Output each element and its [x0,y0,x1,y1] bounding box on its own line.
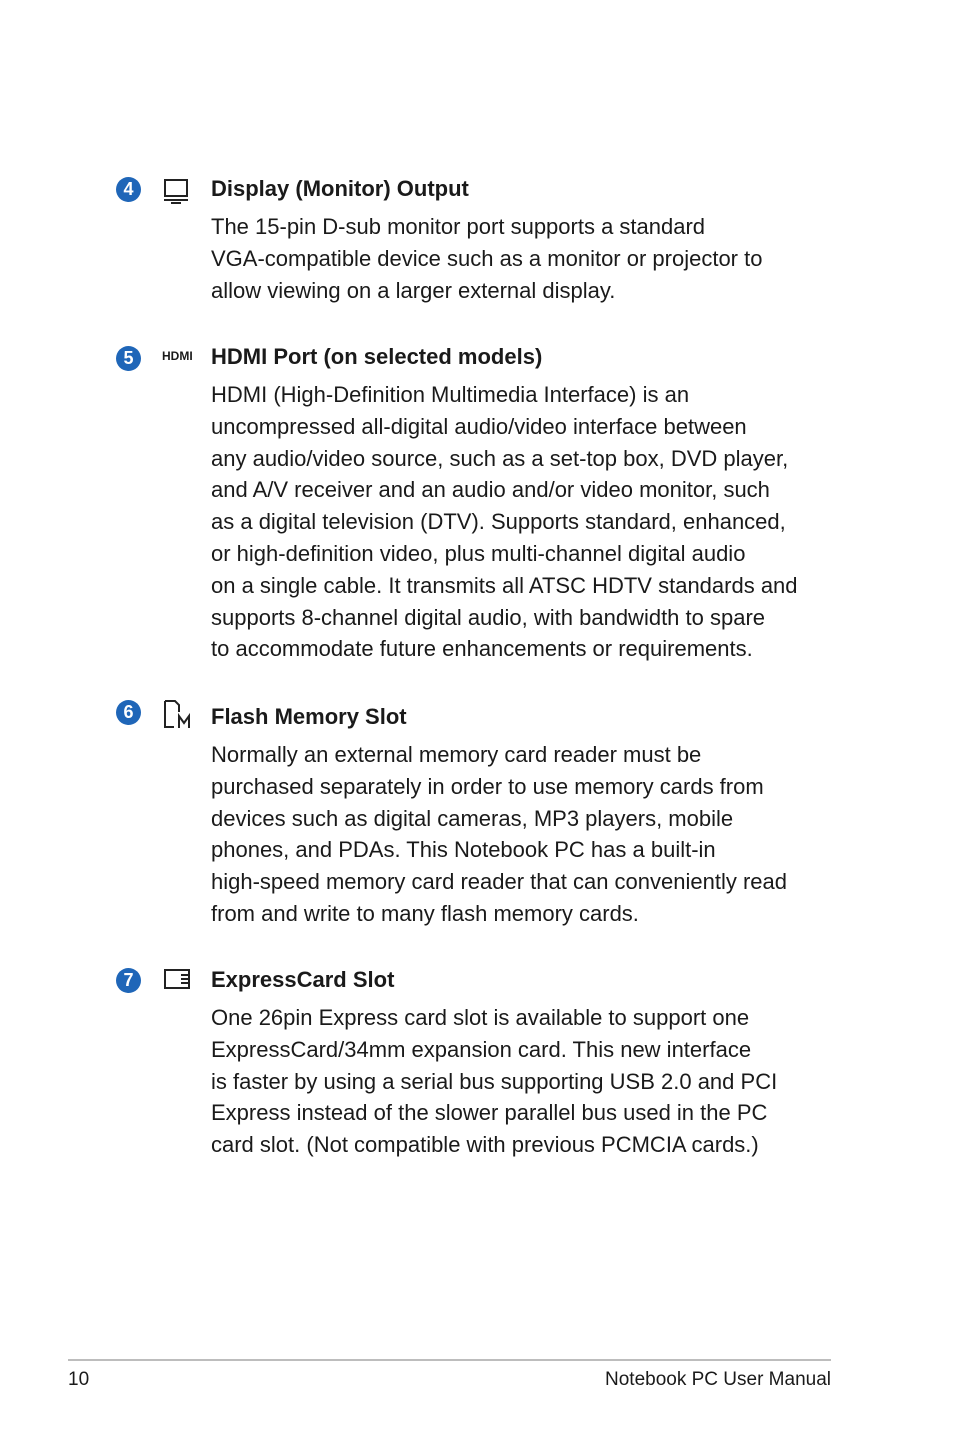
description-line: allow viewing on a larger external display. [211,277,616,303]
description-line: or high-definition video, plus multi-channel digital audio [211,540,746,566]
description-line: on a single cable. It transmits all ATSC HDTV standards and [211,572,798,598]
section-description [211,379,835,665]
section-title: Display (Monitor) Output [211,176,469,201]
item-number-badge: 5 [116,346,141,371]
description-line: purchased separately in order to use memory cards from [211,773,764,799]
item-number-badge: 4 [116,177,141,202]
description-line: One 26pin Express card slot is available to support one [211,1005,750,1030]
description-line: ExpressCard/34mm expansion card. This new interface [211,1036,752,1062]
description-line: any audio/video source, such as a set-top box, DVD player, [211,445,789,471]
description-line: VGA-compatible device such as a monitor or projector to [211,245,763,271]
section-description [211,211,835,306]
memory-card-icon [162,698,194,730]
description-line: to accommodate future enhancements or requirements. [211,636,753,662]
description-line: Express instead of the slower parallel bus used in the PC [211,1100,768,1126]
manual-title: Notebook PC User Manual [605,1369,831,1390]
footer-divider [68,1359,831,1361]
description-line: HDMI (High-Definition Multimedia Interface) is an [211,382,690,407]
expresscard-icon [162,966,192,992]
description-line: card slot. (Not compatible with previous PCMCIA cards.) [211,1132,759,1158]
monitor-icon [162,177,190,205]
section-description [211,1002,835,1161]
description-line: uncompressed all-digital audio/video interface between [211,413,747,439]
description-line: The 15-pin D-sub monitor port supports a standard [211,214,706,239]
description-line: from and write to many flash memory cards. [211,900,639,926]
description-line: high-speed memory card reader that can conveniently read [211,869,787,895]
description-line: is faster by using a serial bus supporting USB 2.0 and PCI [211,1068,778,1094]
section-title: HDMI Port (on selected models) [211,344,543,369]
section-title: ExpressCard Slot [211,967,395,992]
section-title: Flash Memory Slot [211,704,407,729]
description-line: as a digital television (DTV). Supports standard, enhanced, [211,509,786,535]
section-description [211,739,835,930]
page-number: 10 [68,1369,90,1390]
description-line: devices such as digital cameras, MP3 players, mobile [211,805,734,831]
description-line: supports 8-channel digital audio, with bandwidth to spare [211,604,766,630]
description-line: phones, and PDAs. This Notebook PC has a built-in [211,837,716,863]
item-number-badge: 6 [116,700,141,725]
hdmi-icon: HDMI [162,349,193,363]
item-number-badge: 7 [116,968,141,993]
description-line: and A/V receiver and an audio and/or video monitor, such [211,477,770,503]
description-line: Normally an external memory card reader must be [211,742,702,767]
